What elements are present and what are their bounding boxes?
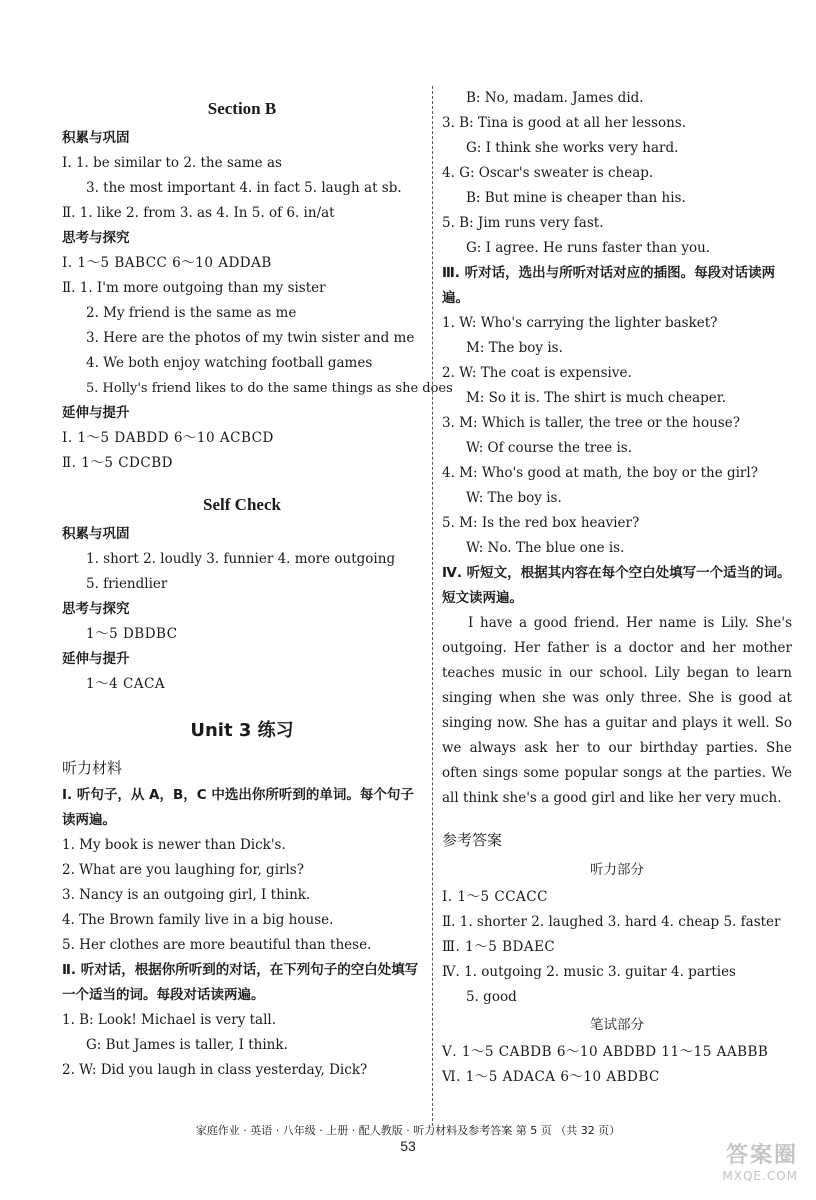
column-divider (432, 86, 433, 1126)
answer-line: Ⅴ. 1～5 CABDB 6～10 ABDBD 11～15 AABBB (442, 1044, 769, 1060)
answer-line: Ⅱ. 1. I'm more outgoing than my sister (62, 280, 326, 296)
watermark-logo (668, 1138, 798, 1188)
dialogue-line: W: The boy is. (466, 490, 562, 506)
section-heading: 积累与巩固 (62, 526, 130, 542)
self-check-title: Self Check (203, 495, 281, 514)
dialogue-line: 4. M: Who's good at math, the boy or the girl? (442, 465, 758, 481)
left-column (62, 92, 453, 1083)
section-heading: 延伸与提升 (62, 405, 130, 421)
answer-line: Ⅱ. 1. like 2. from 3. as 4. In 5. of 6. in/at (62, 205, 335, 221)
dialogue-line: B: No, madam. James did. (466, 90, 644, 106)
section-heading: 思考与探究 (62, 230, 130, 246)
dialogue-line: 1. B: Look! Michael is very tall. (62, 1012, 277, 1028)
sentence-line: 5. Her clothes are more beautiful than these. (62, 937, 372, 953)
answer-line: Ⅳ. 1. outgoing 2. music 3. guitar 4. parties (442, 964, 736, 980)
dialogue-line: B: But mine is cheaper than his. (466, 190, 686, 206)
instruction: Ⅲ. 听对话，选出与所听对话对应的插图。每段对话读两遍。 (442, 265, 776, 306)
section-heading: 听力材料 (62, 759, 123, 777)
dialogue-line: M: The boy is. (466, 340, 563, 356)
sentence-line: 1. My book is newer than Dick's. (62, 837, 286, 853)
right-column (442, 86, 792, 1090)
answer-line: 2. My friend is the same as me (86, 305, 297, 321)
dialogue-line: M: So it is. The shirt is much cheaper. (466, 390, 727, 406)
dialogue-line: G: I agree. He runs faster than you. (466, 240, 711, 256)
answers-title: 参考答案 (442, 831, 503, 849)
watermark-text: 答案圈 (725, 1143, 798, 1168)
instruction: Ⅱ. 听对话，根据你所听到的对话，在下列句子的空白处填写一个适当的词。每段对话读两遍。 (62, 962, 419, 1003)
listening-passage: I have a good friend. Her name is Lily. She's outgoing. Her father is a doctor and her mother teaches music in our school. Lily began to learn singing when she was only three. She is good at singing now. She has a guitar and plays it well. So we always ask her to our birthday parties. She often sings some popular songs at the parties. We all think she's a good girl and like her very much. (442, 615, 792, 806)
answer-line: 5. friendlier (86, 576, 168, 592)
section-heading: 延伸与提升 (62, 651, 130, 667)
dialogue-line: 4. G: Oscar's sweater is cheap. (442, 165, 654, 181)
answer-line: 3. Here are the photos of my twin sister and me (86, 330, 415, 346)
answer-line: 1. short 2. loudly 3. funnier 4. more outgoing (86, 551, 396, 567)
answer-line: 3. the most important 4. in fact 5. laugh at sb. (86, 180, 402, 196)
answer-line: Ⅰ. 1. be similar to 2. the same as (62, 155, 282, 171)
answer-line: 1～4 CACA (86, 676, 166, 692)
section-heading: 积累与巩固 (62, 130, 130, 146)
listening-part-heading: 听力部分 (590, 862, 644, 878)
answer-line: Ⅰ. 1～5 BABCC 6～10 ADDAB (62, 255, 272, 271)
sentence-line: 4. The Brown family live in a big house. (62, 912, 334, 928)
instruction: Ⅰ. 听句子，从 A，B，C 中选出你所听到的单词。每个句子读两遍。 (62, 787, 414, 828)
answer-line: Ⅰ. 1～5 CCACC (442, 889, 548, 905)
page-number: 53 (400, 1138, 416, 1154)
dialogue-line: W: No. The blue one is. (466, 540, 625, 556)
answer-line: Ⅱ. 1～5 CDCBD (62, 455, 173, 471)
dialogue-line: G: I think she works very hard. (466, 140, 679, 156)
sentence-line: 3. Nancy is an outgoing girl, I think. (62, 887, 311, 903)
dialogue-line: G: But James is taller, I think. (86, 1037, 288, 1053)
answer-line: 4. We both enjoy watching football games (86, 355, 373, 371)
section-b-title: Section B (207, 99, 277, 118)
written-part-heading: 笔试部分 (590, 1017, 644, 1033)
answer-line: Ⅵ. 1～5 ADACA 6～10 ABDBC (442, 1069, 660, 1085)
dialogue-line: 3. B: Tina is good at all her lessons. (442, 115, 687, 131)
dialogue-line: 3. M: Which is taller, the tree or the house? (442, 415, 740, 431)
unit-3-title: Unit 3 练习 (190, 720, 294, 741)
answer-line: Ⅲ. 1～5 BDAEC (442, 939, 556, 955)
section-heading: 思考与探究 (62, 601, 130, 617)
page-footer: 家庭作业 · 英语 · 八年级 · 上册 · 配人教版 · 听力材料及参考答案 第 5 页 （共 32 页） (195, 1124, 621, 1137)
dialogue-line: 2. W: The coat is expensive. (442, 365, 632, 381)
dialogue-line: W: Of course the tree is. (466, 440, 633, 456)
dialogue-line: 1. W: Who's carrying the lighter basket? (442, 315, 718, 331)
instruction: Ⅳ. 听短文，根据其内容在每个空白处填写一个适当的词。短文读两遍。 (442, 565, 791, 606)
dialogue-line: 2. W: Did you laugh in class yesterday, Dick? (62, 1062, 368, 1078)
answer-line: 5. good (466, 989, 517, 1005)
dialogue-line: 5. B: Jim runs very fast. (442, 215, 604, 231)
sentence-line: 2. What are you laughing for, girls? (62, 862, 304, 878)
answer-line: 5. Holly's friend likes to do the same things as she does (86, 381, 453, 396)
watermark-url: MXQE.COM (722, 1169, 798, 1183)
answer-line: Ⅰ. 1～5 DABDD 6～10 ACBCD (62, 430, 274, 446)
answer-line: Ⅱ. 1. shorter 2. laughed 3. hard 4. cheap 5. faster (442, 914, 781, 930)
answer-line: 1～5 DBDBC (86, 626, 178, 642)
dialogue-line: 5. M: Is the red box heavier? (442, 515, 640, 531)
